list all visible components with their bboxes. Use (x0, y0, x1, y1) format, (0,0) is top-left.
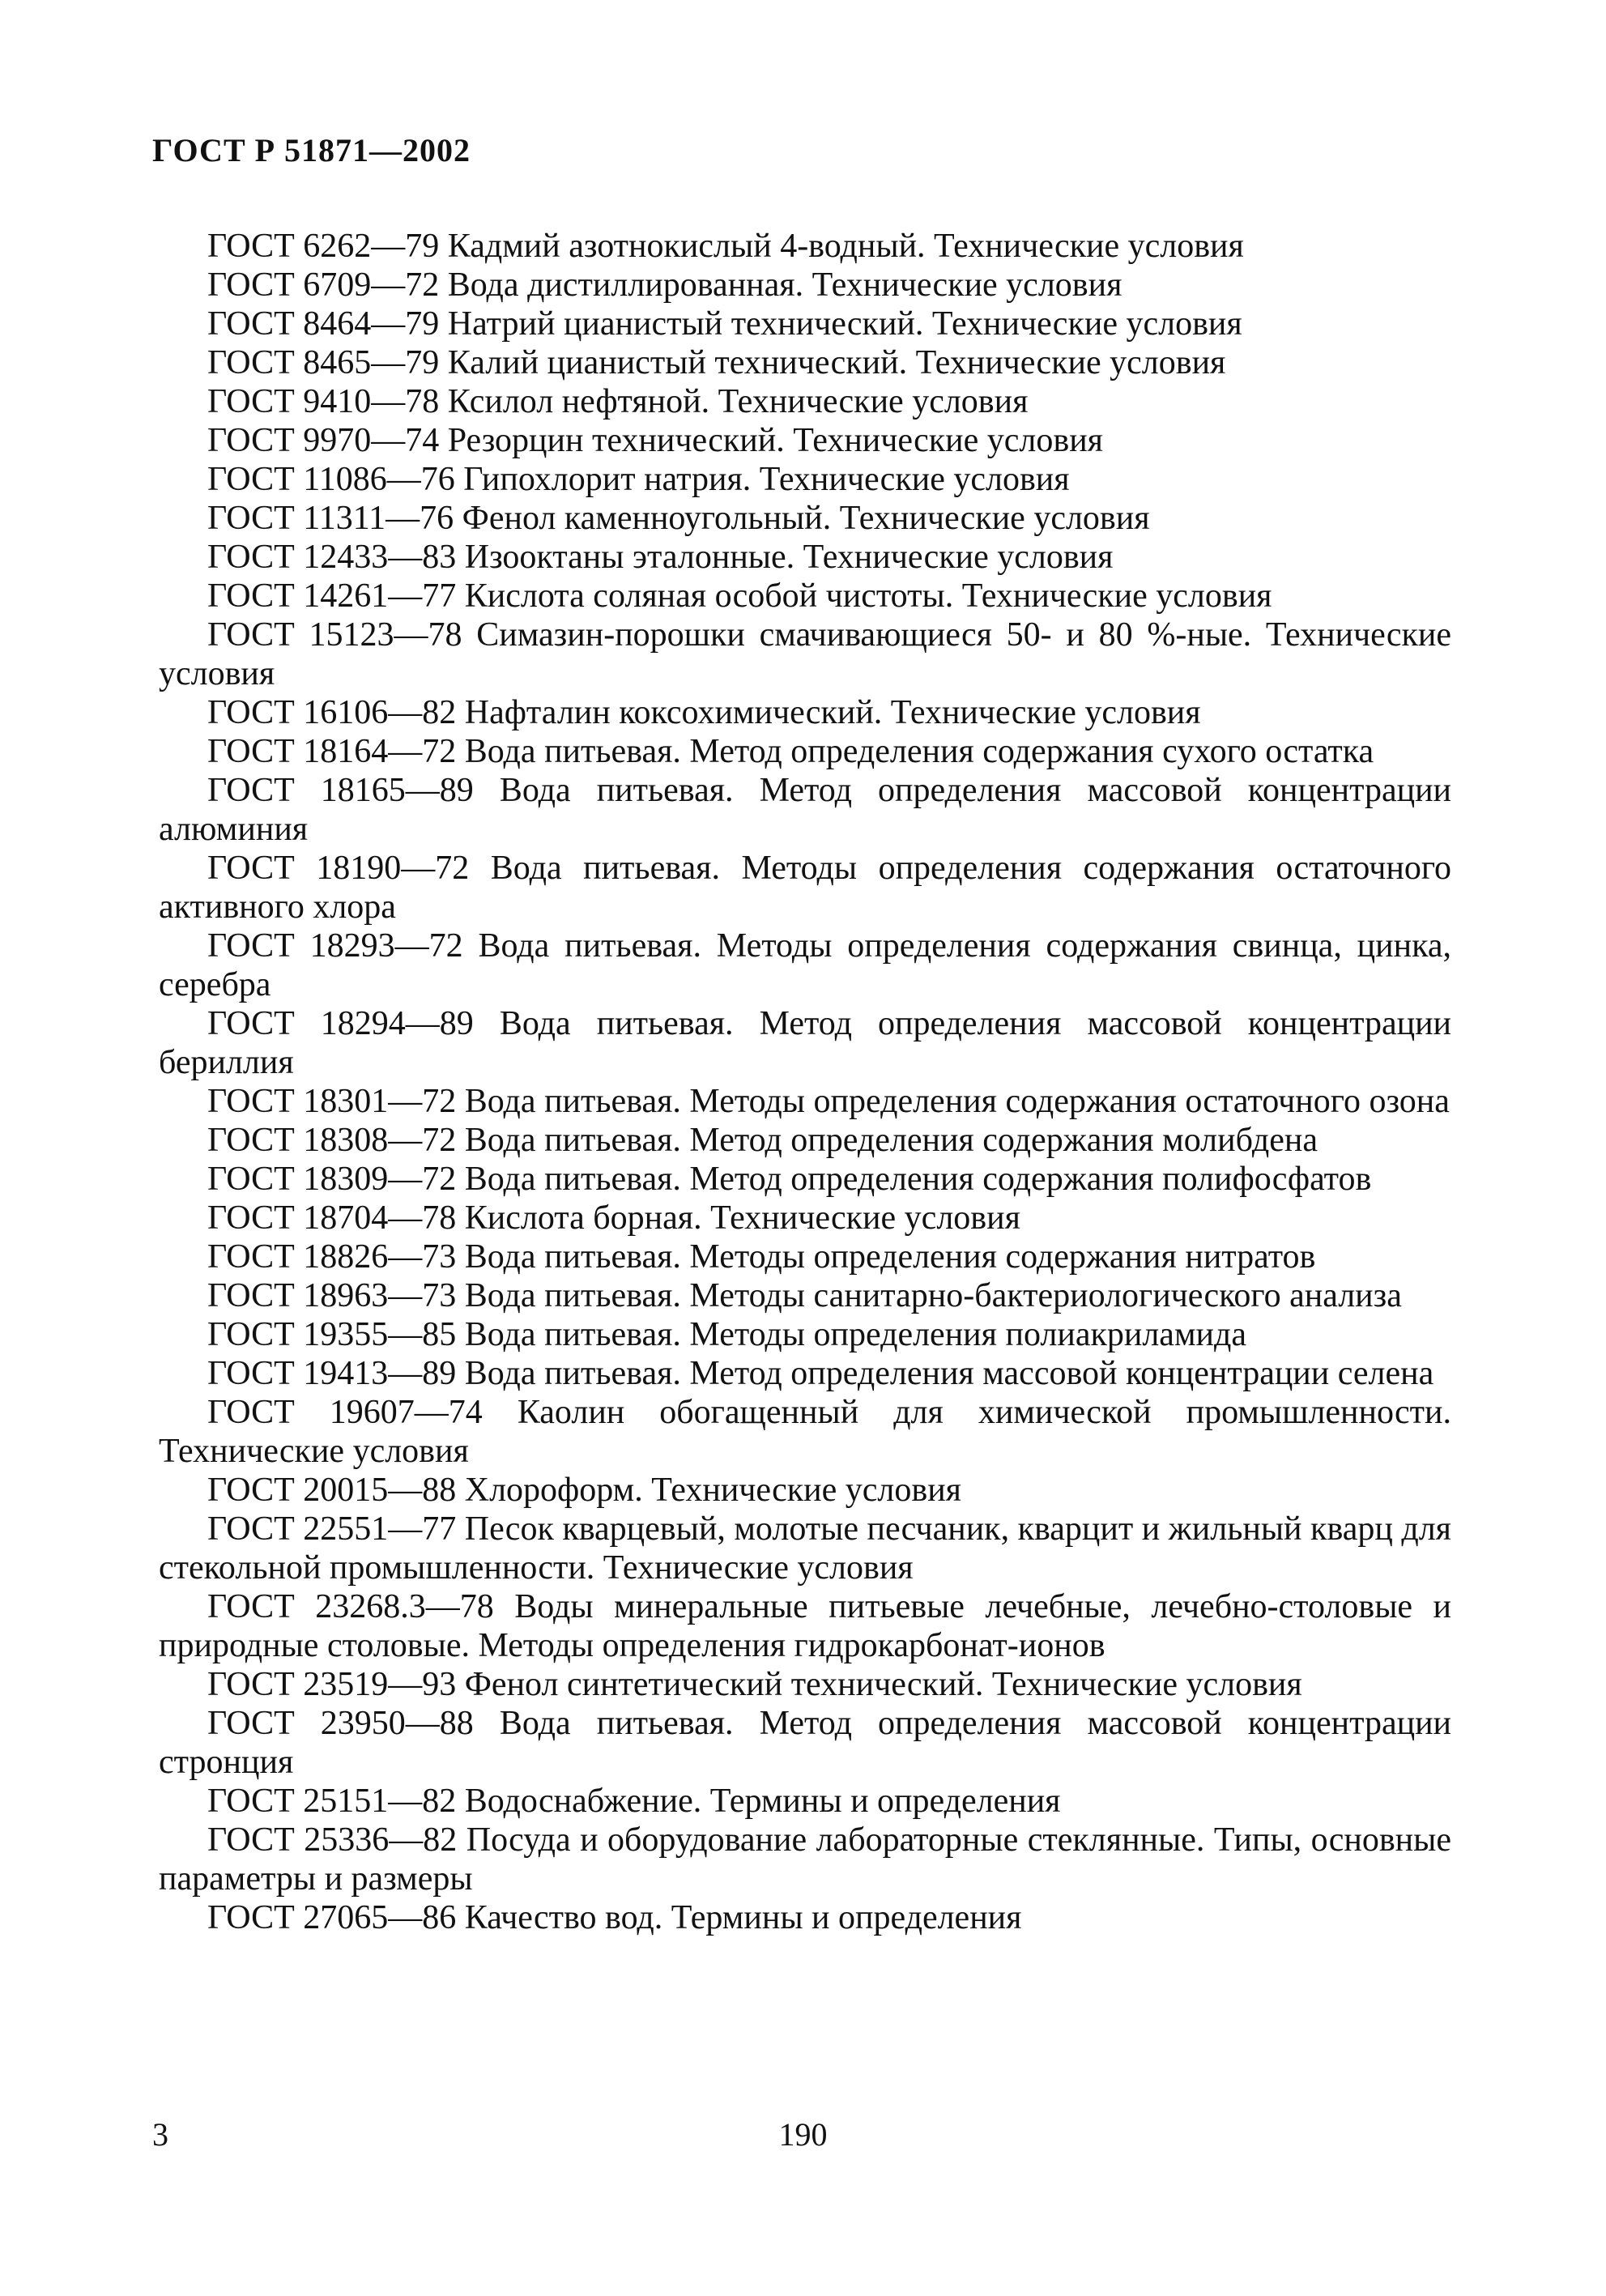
standard-code: ГОСТ 27065—86 (207, 1899, 457, 1936)
standard-title: Вода питьевая. Метод определения содержания молибдена (464, 1122, 1318, 1159)
reference-entry (159, 1315, 1451, 1354)
sheet-number: 190 (778, 2116, 828, 2153)
reference-entry (159, 1160, 1451, 1199)
reference-entry (159, 1276, 1451, 1315)
reference-entry (159, 926, 1451, 1004)
standard-title: Вода питьевая. Метод определения содержания сухого остатка (464, 733, 1374, 770)
standard-code: ГОСТ 18294—89 (207, 1005, 474, 1042)
standard-title: Песок кварцевый, молотые песчаник, кварцит и жильный кварц для стекольной промышленности. Технические условия (159, 1510, 1451, 1587)
standard-title: Вода питьевая. Метод определения массовой концентрации селена (464, 1355, 1434, 1392)
reference-entry (159, 499, 1451, 538)
page-number: 3 (152, 2116, 168, 2153)
standard-code: ГОСТ 25336—82 (207, 1821, 458, 1859)
standard-code: ГОСТ 18963—73 (207, 1277, 457, 1314)
standard-title: Вода питьевая. Методы определения содержания свинца, цинка, серебра (159, 927, 1451, 1003)
reference-entry (159, 1199, 1451, 1237)
standard-title: Вода питьевая. Метод определения массовой концентрации алюминия (159, 772, 1452, 848)
reference-entry (159, 1898, 1451, 1937)
standard-code: ГОСТ 18826—73 (207, 1238, 457, 1276)
reference-entry (159, 1471, 1451, 1510)
reference-entry (159, 421, 1451, 460)
standard-code: ГОСТ 11086—76 (207, 461, 455, 498)
standard-code: ГОСТ 22551—77 (207, 1510, 457, 1548)
standard-code: ГОСТ 18165—89 (207, 772, 474, 809)
standard-code: ГОСТ 25151—82 (207, 1783, 457, 1820)
standard-title: Изооктаны эталонные. Технические условия (464, 539, 1114, 576)
standard-code: ГОСТ 18301—72 (207, 1083, 457, 1120)
reference-entry (159, 1004, 1451, 1082)
standard-code: ГОСТ 6262—79 (207, 228, 440, 265)
standard-code: ГОСТ 14261—77 (207, 577, 457, 615)
standard-code: ГОСТ 19413—89 (207, 1355, 457, 1392)
standard-code: ГОСТ 23950—88 (207, 1705, 474, 1742)
standard-title: Кислота соляная особой чистоты. Технические условия (464, 577, 1272, 615)
standard-code: ГОСТ 18309—72 (207, 1161, 457, 1198)
standard-code: ГОСТ 9970—74 (207, 422, 440, 459)
reference-list (159, 227, 1451, 1937)
standard-title: Резорцин технический. Технические условия (447, 422, 1103, 459)
reference-entry (159, 1121, 1451, 1160)
reference-entry (159, 693, 1451, 732)
reference-entry (159, 1237, 1451, 1276)
reference-entry (159, 732, 1451, 771)
standard-title: Вода питьевая. Метод определения массовой концентрации стронция (159, 1705, 1452, 1781)
standard-code: ГОСТ 9410—78 (207, 383, 440, 420)
reference-entry (159, 1082, 1451, 1121)
standard-title: Фенол каменноугольный. Технические условия (462, 500, 1150, 537)
reference-entry (159, 1782, 1451, 1821)
standard-code: ГОСТ 20015—88 (207, 1472, 457, 1509)
standard-title: Фенол синтетический технический. Технические условия (464, 1666, 1302, 1703)
standard-title: Гипохлорит натрия. Технические условия (463, 461, 1070, 498)
reference-entry (159, 1587, 1451, 1665)
standard-title: Симазин-порошки смачивающиеся 50- и 80 %-ные. Технические условия (159, 616, 1451, 692)
standard-code: ГОСТ 6709—72 (207, 266, 440, 304)
standard-title: Натрий цианистый технический. Технические условия (447, 305, 1242, 343)
standard-code: ГОСТ 19355—85 (207, 1316, 457, 1353)
standard-title: Вода питьевая. Методы санитарно-бактериологического анализа (464, 1277, 1402, 1314)
reference-entry (159, 1704, 1451, 1782)
standard-code: ГОСТ 12433—83 (207, 539, 457, 576)
standard-title: Водоснабжение. Термины и определения (464, 1783, 1061, 1820)
reference-entry (159, 1510, 1451, 1587)
standard-title: Вода дистиллированная. Технические условия (447, 266, 1122, 304)
reference-entry (159, 343, 1451, 382)
standard-title: Вода питьевая. Методы определения содержания остаточного активного хлора (159, 850, 1452, 926)
standard-title: Кадмий азотнокислый 4-водный. Технические условия (447, 228, 1244, 265)
reference-entry (159, 1393, 1451, 1471)
reference-entry (159, 1821, 1451, 1898)
standard-title: Калий цианистый технический. Технические условия (447, 344, 1226, 381)
reference-entry (159, 382, 1451, 421)
reference-entry (159, 538, 1451, 577)
standard-title: Вода питьевая. Метод определения содержания полифосфатов (464, 1161, 1372, 1198)
standard-code: ГОСТ 23268.3—78 (207, 1588, 494, 1625)
standard-title: Вода питьевая. Методы определения содержания нитратов (464, 1238, 1316, 1276)
standard-code: ГОСТ 18704—78 (207, 1199, 457, 1237)
reference-entry (159, 305, 1451, 343)
standard-code: ГОСТ 11311—76 (207, 500, 454, 537)
standard-code: ГОСТ 8464—79 (207, 305, 440, 343)
standard-title: Вода питьевая. Метод определения массовой концентрации бериллия (159, 1005, 1452, 1081)
standard-title: Ксилол нефтяной. Технические условия (447, 383, 1029, 420)
standard-code: ГОСТ 18293—72 (207, 927, 463, 965)
reference-entry (159, 460, 1451, 499)
standard-title: Каолин обогащенный для химической промышленности. Технические условия (159, 1394, 1452, 1470)
reference-entry (159, 616, 1451, 693)
standard-code: ГОСТ 19607—74 (207, 1394, 483, 1431)
reference-entry (159, 771, 1451, 849)
reference-entry (159, 266, 1451, 305)
standard-title: Вода питьевая. Методы определения содержания остаточного озона (464, 1083, 1450, 1120)
standard-code: ГОСТ 16106—82 (207, 694, 457, 731)
reference-entry (159, 849, 1451, 926)
reference-entry (159, 1665, 1451, 1704)
standard-code: ГОСТ 18164—72 (207, 733, 457, 770)
standard-code: ГОСТ 8465—79 (207, 344, 440, 381)
reference-entry (159, 1354, 1451, 1393)
document-header: ГОСТ Р 51871—2002 (152, 132, 471, 168)
standard-title: Воды минеральные питьевые лечебные, лечебно-столовые и природные столовые. Методы определения гидрокарбонат-ионов (159, 1588, 1452, 1664)
standard-title: Хлороформ. Технические условия (464, 1472, 961, 1509)
standard-title: Кислота борная. Технические условия (464, 1199, 1020, 1237)
standard-code: ГОСТ 15123—78 (207, 616, 462, 654)
reference-entry (159, 577, 1451, 616)
standard-code: ГОСТ 18308—72 (207, 1122, 457, 1159)
reference-entry (159, 227, 1451, 266)
standard-title: Нафталин коксохимический. Технические условия (464, 694, 1201, 731)
standard-title: Посуда и оборудование лабораторные стеклянные. Типы, основные параметры и размеры (159, 1821, 1451, 1898)
standard-title: Качество вод. Термины и определения (464, 1899, 1022, 1936)
standard-title: Вода питьевая. Методы определения полиакриламида (464, 1316, 1247, 1353)
standard-code: ГОСТ 23519—93 (207, 1666, 457, 1703)
standard-code: ГОСТ 18190—72 (207, 850, 470, 887)
